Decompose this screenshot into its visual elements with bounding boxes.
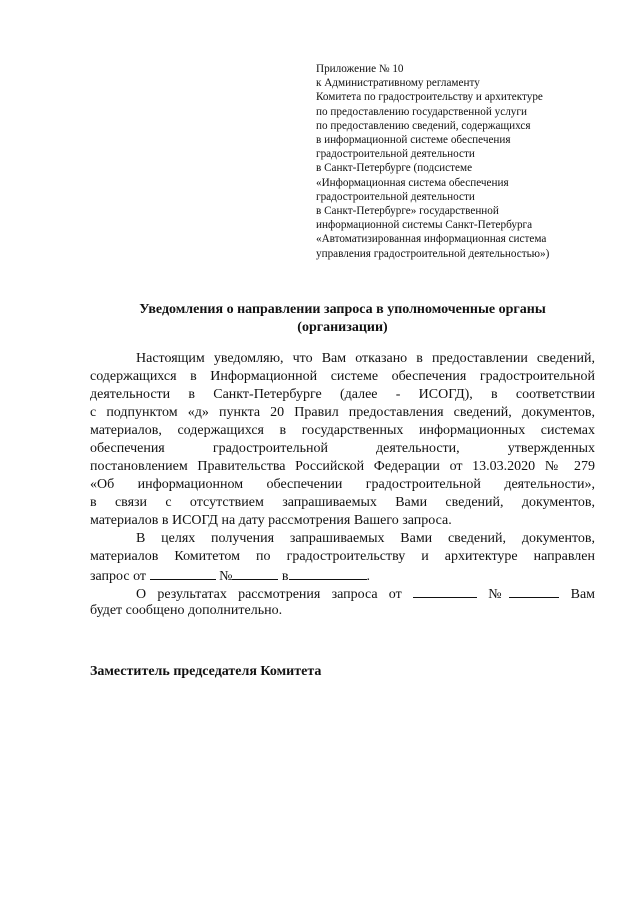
body-line: В целях получения запрашиваемых Вами сведений, документов, bbox=[136, 531, 595, 546]
body-line: материалов в ИСОГД на дату рассмотрения Вашего запроса. bbox=[90, 513, 452, 528]
body-line: в связи с отсутствием запрашиваемых Вами сведений, документов, bbox=[90, 495, 595, 510]
result-number-blank bbox=[509, 584, 559, 598]
title-line: (организации) bbox=[297, 320, 388, 335]
paragraph-result-notice bbox=[90, 584, 595, 620]
appendix-line: по предоставлению государственной услуги bbox=[316, 105, 527, 118]
appendix-line: информационной системы Санкт-Петербурга bbox=[316, 219, 533, 232]
result-date-blank bbox=[413, 584, 477, 598]
request-recipient-label: в bbox=[281, 569, 289, 584]
signature-title: Заместитель председателя Комитета bbox=[90, 664, 322, 679]
paragraph-request-sent bbox=[90, 530, 595, 584]
body-line: деятельности в Санкт-Петербурге (далее - ИСОГД), в соответствии bbox=[90, 387, 595, 402]
appendix-line: в Санкт-Петербурге (подсистеме bbox=[316, 162, 473, 175]
request-number-blank bbox=[232, 566, 278, 580]
appendix-line: градостроительной деятельности bbox=[316, 148, 475, 161]
body-line: содержащихся в Информационной системе обеспечения градостроительной bbox=[90, 369, 595, 384]
title-line: Уведомления о направлении запроса в уполномоченные органы bbox=[139, 302, 546, 317]
appendix-line: «Информационная система обеспечения bbox=[316, 176, 509, 189]
appendix-line: Приложение № 10 bbox=[316, 63, 404, 75]
appendix-line: в Санкт-Петербурге» государственной bbox=[316, 205, 499, 218]
result-number-label: № bbox=[488, 587, 559, 602]
result-suffix: Вам bbox=[570, 587, 596, 602]
body-line: материалов, содержащихся в государственных информационных системах bbox=[90, 423, 595, 438]
request-recipient-blank bbox=[289, 566, 367, 580]
result-date-label: О результатах рассмотрения запроса от bbox=[136, 587, 402, 602]
request-date-label: запрос от bbox=[90, 569, 147, 584]
appendix-line: к Административному регламенту bbox=[316, 77, 480, 90]
appendix-line: по предоставлению сведений, содержащихся bbox=[316, 119, 531, 132]
appendix-line: «Автоматизированная информационная система bbox=[316, 233, 547, 246]
paragraph-refusal bbox=[90, 350, 595, 530]
appendix-line: градостроительной деятельности bbox=[316, 190, 475, 203]
body-line: «Об информационном обеспечении градостроительной деятельности», bbox=[90, 477, 595, 492]
appendix-line: управления градостроительной деятельностью») bbox=[316, 247, 550, 260]
document-body bbox=[90, 350, 595, 620]
result-request-line bbox=[90, 584, 595, 602]
body-line: постановлением Правительства Российской Федерации от 13.03.2020 № 279 bbox=[90, 459, 595, 474]
appendix-line: в информационной системе обеспечения bbox=[316, 134, 511, 147]
body-line: обеспечения градостроительной деятельности, утвержденных bbox=[90, 441, 595, 456]
request-details-line bbox=[90, 566, 595, 584]
appendix-block bbox=[316, 62, 616, 261]
request-number-label: № bbox=[219, 569, 233, 584]
body-line: будет сообщено дополнительно. bbox=[90, 603, 283, 618]
body-line: Настоящим уведомляю, что Вам отказано в предоставлении сведений, bbox=[136, 351, 595, 366]
request-date-blank bbox=[150, 566, 216, 580]
request-line-end: . bbox=[366, 569, 371, 584]
appendix-line: Комитета по градостроительству и архитектуре bbox=[316, 91, 543, 104]
body-line: материалов Комитетом по градостроительству и архитектуре направлен bbox=[90, 549, 595, 564]
document-title bbox=[90, 301, 595, 337]
body-line: с подпунктом «д» пункта 20 Правил предоставления сведений, документов, bbox=[90, 405, 595, 420]
